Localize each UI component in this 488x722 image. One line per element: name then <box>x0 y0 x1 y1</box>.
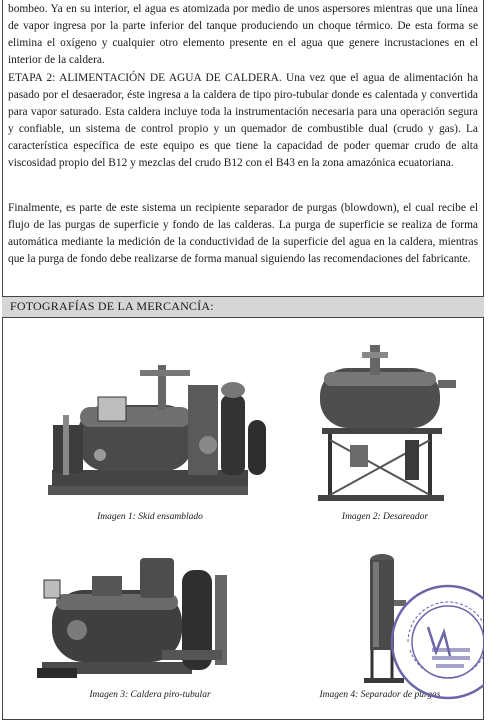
customs-stamp <box>388 572 484 712</box>
section-title: FOTOGRAFÍAS DE LA MERCANCÍA: <box>10 299 214 313</box>
photo-caption-2: Imagen 2: Desareador <box>341 512 429 522</box>
photo-firetube-boiler <box>32 550 242 685</box>
section-header-bar <box>2 296 484 318</box>
photo-deaerator <box>310 340 460 505</box>
paragraph-stage1-end: bombeo. Ya en su interior, el agua es atomizada por medio de unos aspersores mientras que una línea de vapor ingresa por la parte inferior del tanque produciendo un choque térmico. De esta forma se elimina el oxígeno y cualquier otro elemento presente en el agua que genere incrustaciones en el interior de la caldera. <box>8 3 478 66</box>
photo-caption-3: Imagen 3: Caldera piro-tubular <box>89 690 211 700</box>
photo-skid-assembled <box>38 345 270 505</box>
photo-caption-1: Imagen 1: Skid ensamblado <box>97 512 203 522</box>
photo-caption-4: Imagen 4: Separador de purgas <box>319 690 441 700</box>
paragraph-blowdown: Finalmente, es parte de este sistema un recipiente separador de purgas (blowdown), el cual recibe el flujo de las purgas de superficie y fondo de las calderas. La purga de superficie se realiza de forma automática mediante la medición de la conductividad de la superficie del agua en la caldera, mientras que la purga de fondo debe realizarse de forma manual siguiendo las recomendaciones del fabricante. <box>8 202 478 265</box>
paragraph-stage2: ETAPA 2: ALIMENTACIÓN DE AGUA DE CALDERA. Una vez que el agua de alimentación ha pasado por el desaerador, éste ingresa a la caldera de tipo piro-tubular donde es calentada y convertida para vapor saturado. Esta caldera incluye toda la instrumentación necesaria para una operación segura y confiable, un sistema de control propio y un quemador de combustible dual (crudo y gas). La característica específica de este equipo es que tiene la capacidad de poder quemar crudo de alta viscosidad propio del B12 y mezclas del crudo B12 con el B43 en la zona amazónica ecuatoriana. <box>8 72 478 169</box>
